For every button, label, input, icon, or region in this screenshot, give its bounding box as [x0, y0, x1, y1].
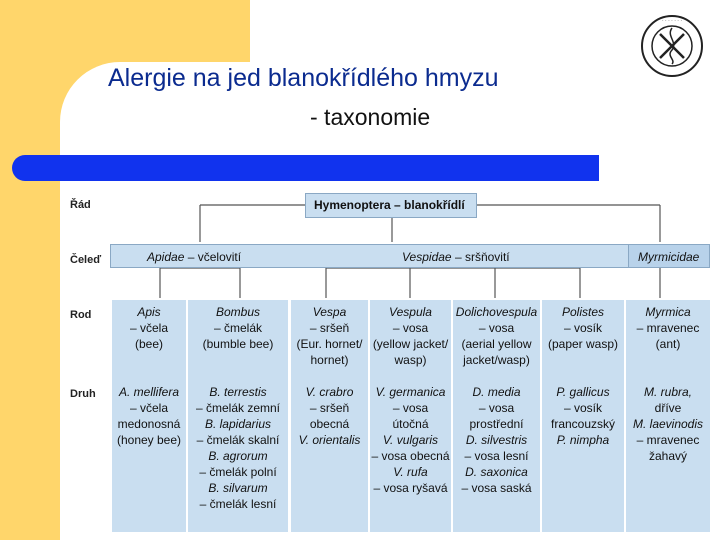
rank-label-order: Řád — [70, 199, 91, 211]
species-line: V. vulgaris — [382, 433, 439, 447]
species-line: V. orientalis — [298, 433, 361, 447]
species-line: útočná — [392, 417, 429, 431]
species-line: – vosa obecná — [371, 449, 450, 463]
species-line: žahavý — [648, 449, 688, 463]
family-apidae: Apidae – včelovití — [147, 250, 242, 264]
genus-line: Polistes — [561, 305, 605, 319]
genus-line: (yellow jacket/ — [372, 337, 449, 351]
svg-text:· · · · · · ·: · · · · · · · — [662, 18, 682, 24]
genus-line: – vosík — [563, 321, 602, 335]
genus-line: (ant) — [655, 337, 681, 351]
species-line: V. germanica — [375, 385, 446, 399]
species-block — [188, 384, 288, 512]
genus-line: – sršeň — [309, 321, 350, 335]
slide-title: Alergie na jed blanokřídlého hmyzu — [108, 64, 499, 92]
species-line: – vosa lesní — [464, 449, 529, 463]
species-block — [453, 384, 540, 496]
species-line: D. saxonica — [465, 465, 528, 479]
species-line: D. media — [472, 385, 521, 399]
genus-cell-2 — [291, 300, 368, 532]
species-block — [291, 384, 368, 448]
genus-cell-3 — [370, 300, 451, 532]
species-line: – sršeň — [309, 401, 350, 415]
genus-line: – čmelák — [213, 321, 263, 335]
species-line: A. mellifera — [118, 385, 180, 399]
genus-line: wasp) — [394, 353, 427, 367]
species-line: B. terrestis — [209, 385, 267, 399]
family-myrmicidae: Myrmicidae — [638, 250, 700, 264]
species-line: – vosa ryšavá — [373, 481, 448, 495]
species-line: P. gallicus — [556, 385, 610, 399]
species-line: (honey bee) — [116, 433, 182, 447]
species-line: obecná — [309, 417, 350, 431]
species-line: V. crabro — [305, 385, 354, 399]
genus-line: Dolichovespula — [455, 305, 538, 319]
genus-line: – včela — [129, 321, 169, 335]
genus-line: (Eur. hornet/ — [296, 337, 363, 351]
species-line: – čmelák polní — [199, 465, 277, 479]
rank-label-species: Druh — [70, 388, 96, 400]
genus-line: Bombus — [215, 305, 261, 319]
species-line: – čmelák skalní — [196, 433, 280, 447]
genus-cell-0 — [112, 300, 186, 532]
species-block — [370, 384, 451, 496]
species-line: – vosík — [563, 401, 602, 415]
species-line: M. laevinodis — [632, 417, 704, 431]
family-vespidae: Vespidae – sršňovití — [402, 250, 510, 264]
species-line: dříve — [654, 401, 682, 415]
genus-cell-4 — [453, 300, 540, 532]
species-line: M. rubra, — [643, 385, 692, 399]
species-block — [112, 384, 186, 448]
species-line: francouzský — [550, 417, 616, 431]
genus-line: – mravenec — [636, 321, 700, 335]
species-line: medonosná — [117, 417, 181, 431]
genus-line: (paper wasp) — [547, 337, 619, 351]
species-block — [626, 384, 710, 464]
genus-line: jacket/wasp) — [463, 353, 530, 367]
species-line: B. silvarum — [208, 481, 268, 495]
genus-line: (bumble bee) — [202, 337, 274, 351]
order-label: Hymenoptera – blanokřídlí — [314, 198, 465, 212]
genus-line: Vespula — [389, 305, 432, 319]
genus-line: – vosa — [478, 321, 515, 335]
genus-cell-1 — [188, 300, 288, 532]
genus-cell-5 — [542, 300, 624, 532]
species-line: D. silvestris — [465, 433, 528, 447]
genus-line: (bee) — [134, 337, 163, 351]
species-line: – čmelák zemní — [195, 401, 281, 415]
species-line: – vosa — [478, 401, 515, 415]
species-line: – čmelák lesní — [199, 497, 277, 511]
species-line: – vosa saská — [461, 481, 532, 495]
slide-subtitle: - taxonomie — [310, 104, 431, 130]
species-block — [542, 384, 624, 448]
species-line: P. nimpha — [556, 433, 610, 447]
genus-line: Vespa — [312, 305, 347, 319]
genus-line: Myrmica — [645, 305, 691, 319]
species-line: – včela — [129, 401, 169, 415]
species-line: B. agrorum — [208, 449, 268, 463]
genus-line: (aerial yellow — [461, 337, 532, 351]
species-line: – vosa — [392, 401, 429, 415]
species-line: V. rufa — [393, 465, 428, 479]
genus-line: Apis — [137, 305, 161, 319]
genus-line: hornet) — [310, 353, 349, 367]
genus-cell-6 — [626, 300, 710, 532]
species-line: – mravenec — [636, 433, 700, 447]
rank-label-family: Čeleď — [70, 254, 102, 266]
species-line: prostřední — [469, 417, 524, 431]
genus-line: – vosa — [392, 321, 429, 335]
rank-label-genus: Rod — [70, 309, 92, 321]
species-line: B. lapidarius — [204, 417, 272, 431]
